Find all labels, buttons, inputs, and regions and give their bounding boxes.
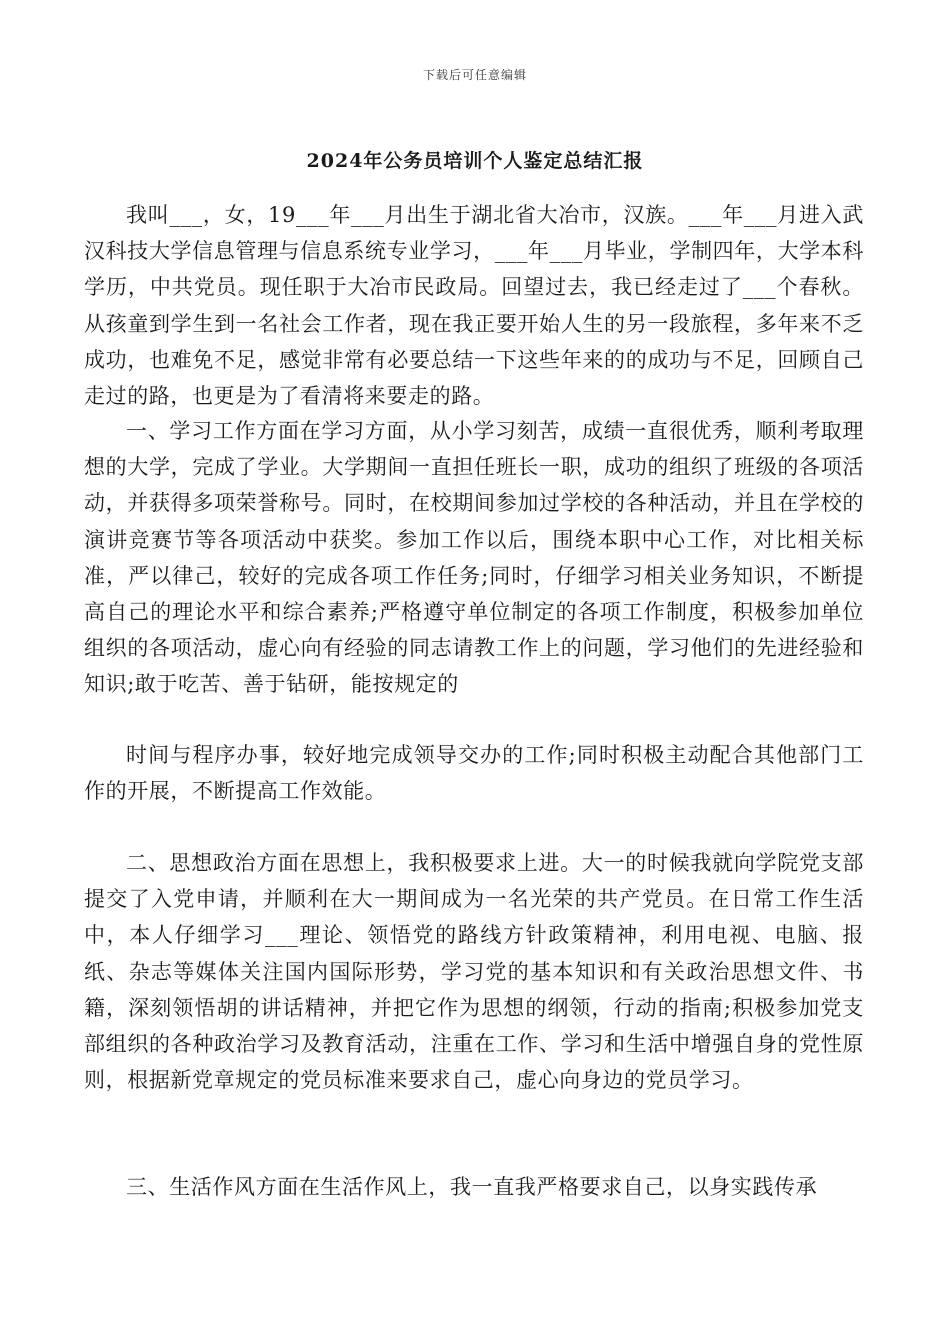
paragraph-political-thought: 二、思想政治方面在思想上，我积极要求上进。大一的时候我就向学院党支部提交了入党申请，并顺利在大一期间成为一名光荣的共产党员。在日常工作生活中，本人仔细学习___理论、领悟党的路线方针政策精神，利用电视、电脑、报纸、杂志等媒体关注国内国际形势，学习党的基本知识和有关政治思想文件、书籍，深刻领悟胡的讲话精神，并把它作为思想的纲领，行动的指南;积极参加党支部组织的各种政治学习及教育活动，注重在工作、学习和生活中增强自身的党性原则，根据新党章规定的党员标准来要求自己，虚心向身边的党员学习。: [84, 851, 864, 1093]
paragraph-life-style: 三、生活作风方面在生活作风上，我一直我严格要求自己，以身实践传承: [126, 1175, 818, 1199]
paragraph-study-work-continued: 时间与程序办事，较好地完成领导交办的工作;同时积极主动配合其他部门工作的开展，不断提高工作效能。: [84, 743, 864, 804]
document-title: 2024年公务员培训个人鉴定总结汇报: [306, 150, 644, 172]
paragraph-study-work: 一、学习工作方面在学习方面，从小学习刻苦，成绩一直很优秀，顺利考取理想的大学，完成了学业。大学期间一直担任班长一职，成功的组织了班级的各项活动，并获得多项荣誉称号。同时，在校期间参加过学校的各种活动，并且在学校的演讲竞赛节等各项活动中获奖。参加工作以后，围绕本职中心工作，对比相关标准，严以律己，较好的完成各项工作任务;同时，仔细学习相关业务知识，不断提高自己的理论水平和综合素养;严格遵守单位制定的各项工作制度，积极参加单位组织的各项活动，虚心向有经验的同志请教工作上的问题，学习他们的先进经验和知识;敢于吃苦、善于钻研，能按规定的: [84, 419, 864, 697]
paragraph-intro: 我叫___，女，19___年___月出生于湖北省大冶市，汉族。___年___月进入武汉科技大学信息管理与信息系统专业学习，___年___月毕业，学制四年，大学本科学历，中共党员。现任职于大冶市民政局。回望过去，我已经走过了___个春秋。从孩童到学生到一名社会工作者，现在我正要开始人生的另一段旅程，多年来不乏成功，也难免不足，感觉非常有必要总结一下这些年来的的成功与不足，回顾自己走过的路，也更是为了看清将来要走的路。: [84, 203, 864, 409]
header-note: 下载后可任意编辑: [422, 68, 527, 82]
